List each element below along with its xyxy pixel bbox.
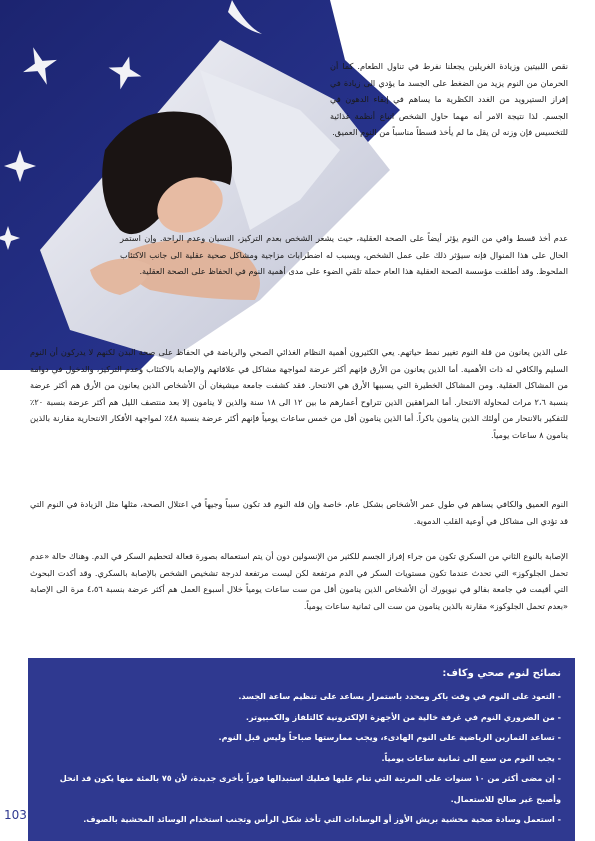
- tip-item: - من الضروري النوم في غرفة خالية من الأجهزة الإلكترونية كالتلفاز والكمبيوتر.: [245, 711, 561, 722]
- sleeping-woman-illustration: [0, 0, 400, 370]
- intro-paragraph: نقص اللبيتين وزيادة الغريلين يجعلنا نفرط في تناول الطعام. كما أن الحرمان من النوم يزيد من الضغط على الجسد ما يؤدي الى زيادة في إفراز الستيرويد من الغدد الكظرية ما يساهم في إبقاء الدهون في الجسم. لذا نتيجة الامر أنه مهما حاول الشخص اتباع أنظمة غذائية للتخسيس فإن وزنه لن يقل ما لم يأخذ قسطاً مناسباً من النوم العميق.: [330, 61, 568, 138]
- tip-item: - يجب النوم من سبع الى ثمانية ساعات يومياً.: [381, 752, 561, 763]
- tip-item: - إن مضى أكثر من ١٠ سنوات على المرتبة التي تنام عليها فعليك استبدالها فوراً بأخرى جديدة، لأن ٧٥ بالمئة منها يكون قد انحل: [59, 773, 561, 783]
- tips-box: [28, 658, 575, 841]
- tip-item: وأصبح غير صالح للاستعمال.: [450, 793, 561, 804]
- page-number: 103: [4, 808, 27, 822]
- hero-image: [0, 0, 400, 370]
- tips-title: نصائح لنوم صحي وكاف:: [442, 668, 561, 679]
- diabetes-paragraph: الإصابة بالنوع الثاني من السكري تكون من جراء إفراز الجسم للكثير من الإنسولين دون أن يتم استعماله بصورة فعالة لتحطيم السكر في الدم. وهناك حالة «عدم تحمل الجلوكوز» التي تحدث عندما تكون مستويات السكر في الدم مرتفعة لكن ليست مرتفعة لدرجة تشخيص الشخص بالإصابة بالسكري. وقد أكدت البحوث التي أقيمت في جامعة بفالو في نيويورك أن الأشخاص الذين ينامون أقل من ست ساعات يومياً خلال أسبوع العمل هم أكثر عرضة بنسبة ٤،٥٦ مرة الى الإصابة «بعدم تحمل الجلوكوز» مقارنة بالذين ينامون من ست الى ثمانية ساعات يومياً.: [30, 551, 569, 611]
- mental-health-paragraph: عدم أخذ قسط وافي من النوم يؤثر أيضاً على الصحة العقلية، حيث يشعر الشخص بعدم التركيز، النسيان وعدم الراحة. وإن استمر الحال على هذا المنوال فإنه سيؤثر ذلك على عمل الشخص، ويسبب له اضطرابات مزاجية ومشاكل صحية عقلية الى جانب الاكتئاب الملحوظ. وقد أطلقت مؤسسة الصحة العقلية هذا العام حملة تلقي الضوء على مدى أهمية النوم في الحفاظ على الصحة العقلية.: [120, 233, 568, 277]
- longevity-paragraph: النوم العميق والكافي يساهم في طول عمر الأشخاص بشكل عام، خاصة وإن قلة النوم قد تكون سبباً وجيهاً في اعتلال الصحة، مثلها مثل الزيادة في النوم التي قد تؤدي الى مشاكل في أوعية القلب الدموية.: [30, 499, 568, 526]
- tip-item: - تساعد التمارين الرياضية على النوم الهادىء، ويجب ممارستها صباحاً وليس قبل النوم.: [218, 732, 561, 742]
- lifestyle-paragraph: على الذين يعانون من قلة النوم تغيير نمط حياتهم. يعي الكثيرون أهمية النظام الغذائي الصحي والرياضة في الحفاظ على صحة البدن لكنهم لا يدركون أن النوم السليم والكافي له ذات الأهمية. أما الذين يعانون من الأرق فإنهم أكثر عرضة لمواجهة مشاكل في علاقاتهم والإصابة بالاكتئاب وعدم التركيز، والدخول في دوامة من المشاكل العقلية. ومن المشاكل الخطيرة التي يسببها الأرق هي الانتحار. فقد كشفت جامعة ميشيغان أن الأشخاص الذين يعانون من الأرق هم أكثر عرضة بنسبة ٢،٦ مرات لمحاولة الانتحار. أما المراهقين الذين تتراوح أعمارهم ما بين ١٢ الى ١٨ سنة والذين لا ينامون إلا بعد منتصف الليل هم أكثر عرضة بنسبة ٢٠٪ للتفكير بالانتحار من أولئك الذين ينامون باكراً. أما الذين ينامون أقل من خمس ساعات يومياً فإنهم أكثر عرضة بنسبة ٤٨٪ لمواجهة الأفكار الانتحارية مقارنة بالذين ينامون ٨ ساعات يومياً.: [30, 347, 568, 440]
- tip-item: - استعمل وسادة صحية محشية بريش الأوز أو الوسادات التي تأخذ شكل الرأس وتجنب استخدام الوسائد المحشية بالصوف.: [83, 814, 561, 824]
- tip-item: - التعود على النوم في وقت باكر ومحدد باستمرار يساعد على تنظيم ساعة الجسد.: [238, 691, 561, 701]
- tips-list: [45, 686, 561, 830]
